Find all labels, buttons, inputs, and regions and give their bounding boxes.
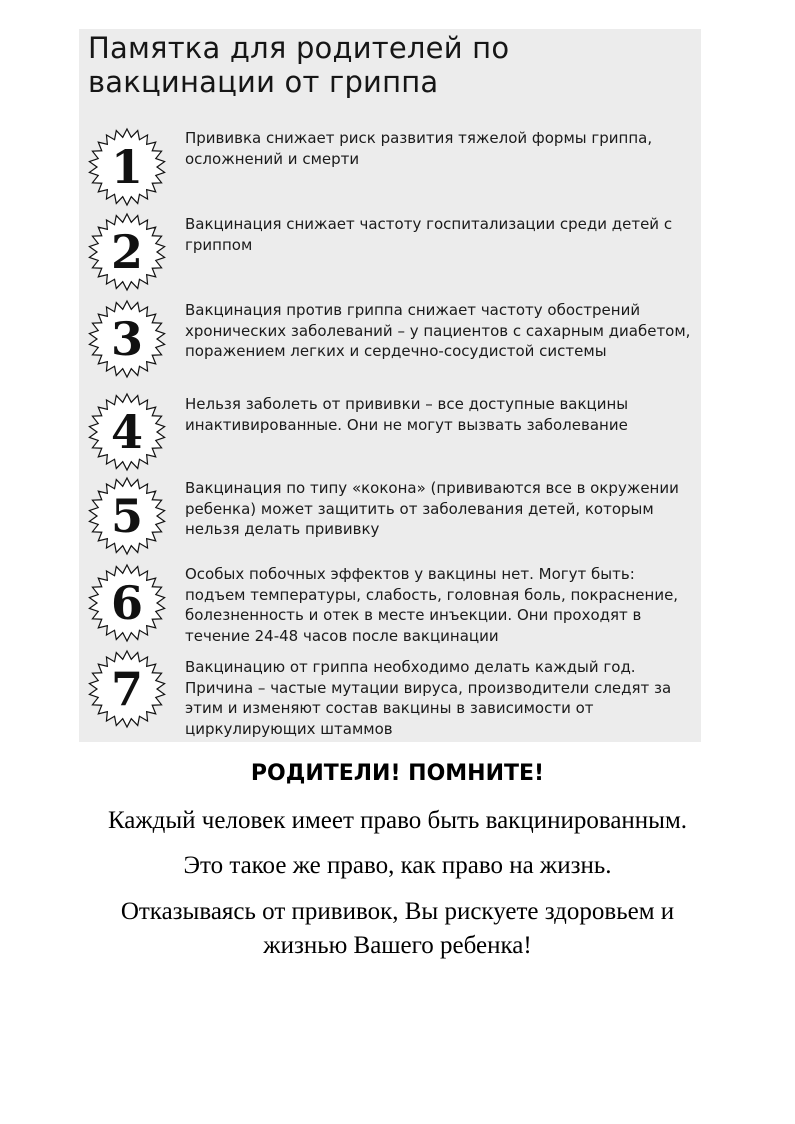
memo-item-text: Нельзя заболеть от прививки – все доступные вакцины инактивированные. Они не могут вызвать заболевание — [185, 395, 629, 434]
memo-title: Памятка для родителей по вакцинации от гриппа — [88, 31, 510, 99]
number-7-badge-icon — [87, 649, 167, 729]
badge-number: 1 — [110, 140, 144, 194]
number-2-badge-icon — [87, 212, 167, 292]
vaccination-memo-panel — [79, 29, 701, 742]
badge-number: 6 — [110, 576, 144, 630]
badge-number: 7 — [110, 662, 144, 716]
notice-heading: РОДИТЕЛИ! ПОМНИТЕ! — [250, 761, 545, 786]
memo-item-text: Особых побочных эффектов у вакцины нет. Могут быть: подъем температуры, слабость, головная боль, покраснение, болезненность и отек в месте инъекции. Они проходят в течение 24-48 часов после вакцинации — [185, 565, 679, 645]
number-1-badge-icon — [87, 127, 167, 207]
notice-line-1: Каждый человек имеет право быть вакцинированным. — [107, 807, 688, 834]
number-6-badge-icon — [87, 563, 167, 643]
badge-number: 4 — [110, 405, 144, 459]
badge-number: 3 — [110, 312, 144, 366]
memo-item-text: Вакцинацию от гриппа необходимо делать каждый год. Причина – частые мутации вируса, производители следят за этим и изменяют состав вакцины в зависимости от циркулирующих штаммов — [185, 658, 672, 738]
notice-line-3: Отказываясь от прививок, Вы рискуете здоровьем и жизнью Вашего ребенка! — [120, 898, 675, 959]
memo-item-text: Вакцинация против гриппа снижает частоту обострений хронических заболеваний – у пациентов с сахарным диабетом, поражением легких и сердечно-сосудистой системы — [185, 301, 691, 360]
memo-item-text: Вакцинация по типу «кокона» (прививаются все в окружении ребенка) может защитить от заболевания детей, которым нельзя делать прививку — [185, 479, 679, 538]
badge-number: 5 — [110, 489, 144, 543]
number-4-badge-icon — [87, 392, 167, 472]
memo-item-text: Вакцинация снижает частоту госпитализации среди детей с гриппом — [185, 215, 673, 254]
number-3-badge-icon — [87, 299, 167, 379]
memo-item-text: Прививка снижает риск развития тяжелой формы гриппа, осложнений и смерти — [185, 129, 653, 168]
badge-number: 2 — [110, 225, 144, 279]
notice-line-2: Это такое же право, как право на жизнь. — [183, 852, 612, 879]
number-5-badge-icon — [87, 476, 167, 556]
